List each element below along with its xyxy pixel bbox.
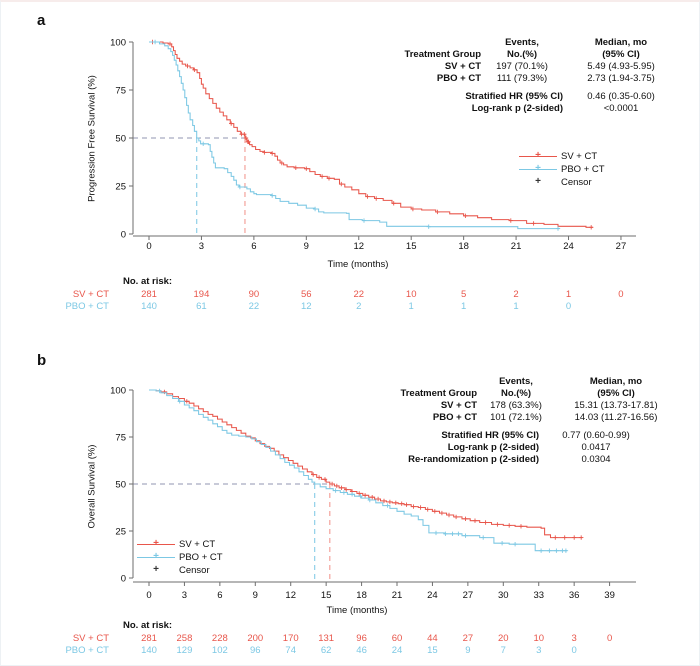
panel-a-y-axis-label: Progression Free Survival (%)	[86, 75, 98, 202]
x-tick-label: 15	[320, 590, 332, 601]
x-tick-label: 6	[217, 590, 223, 601]
sv-median: 15.31 (13.73-17.81)	[574, 400, 658, 411]
risk-count: 44	[427, 633, 438, 644]
risk-count: 27	[462, 633, 474, 644]
y-tick-label: 100	[110, 37, 126, 49]
legend-item-sv: + SV + CT	[519, 150, 605, 163]
stratified-hr-label: Stratified HR (95% CI)	[465, 91, 563, 102]
x-tick-label: 24	[427, 590, 438, 601]
panel-b-label: b	[37, 352, 47, 369]
pbo-median: 2.73 (1.94-3.75)	[587, 73, 655, 84]
risk-count: 1	[565, 289, 572, 300]
x-tick-label: 30	[498, 590, 509, 601]
risk-table-title: No. at risk:	[123, 276, 173, 287]
y-tick-label: 75	[115, 85, 126, 97]
panel-a-annotation	[281, 37, 679, 115]
risk-count: 2	[356, 301, 362, 312]
x-tick-label: 21	[510, 241, 522, 252]
y-tick-label: 100	[110, 385, 126, 397]
panel-a-label: a	[37, 12, 46, 29]
x-tick-label: 18	[356, 590, 367, 601]
x-tick-label: 12	[285, 590, 297, 601]
x-tick-label: 27	[615, 241, 627, 252]
x-tick-label: 39	[604, 590, 615, 601]
legend-item-sv: + SV + CT	[137, 538, 223, 551]
risk-row-label: SV + CT	[72, 633, 109, 644]
risk-count: 74	[285, 645, 297, 656]
risk-count: 2	[513, 289, 519, 300]
sv-median: 5.49 (4.93-5.95)	[587, 61, 655, 72]
risk-count: 281	[141, 289, 157, 300]
y-tick-label: 75	[115, 432, 126, 444]
pbo-censor-tick-icon: +	[153, 551, 159, 562]
risk-count: 140	[141, 645, 157, 656]
risk-count: 102	[211, 645, 228, 656]
sv-events: 178 (63.3%)	[490, 400, 542, 411]
risk-count: 5	[460, 289, 467, 300]
x-tick-label: 27	[462, 590, 474, 601]
events-header-line1: Events,	[505, 37, 539, 48]
rerandomization-value: 0.0304	[581, 454, 611, 465]
pbo-events: 111 (79.3%)	[496, 73, 548, 84]
logrank-value: 0.0417	[581, 442, 611, 453]
panel-b-annotation	[281, 376, 677, 466]
sv-censor-tick-icon: +	[153, 538, 159, 549]
risk-count: 96	[250, 645, 261, 656]
pbo-row-label: PBO + CT	[432, 412, 477, 423]
stratified-hr-label: Stratified HR (95% CI)	[441, 430, 539, 441]
risk-count: 194	[193, 289, 210, 300]
legend-item-censor: + Censor	[519, 176, 605, 189]
panel-b-legend	[137, 538, 223, 577]
censor-swatch	[519, 176, 557, 189]
risk-count: 20	[498, 633, 509, 644]
risk-count: 0	[571, 645, 577, 656]
risk-count: 22	[248, 301, 260, 312]
risk-count: 228	[211, 633, 228, 644]
x-tick-label: 6	[251, 241, 257, 252]
risk-count: 3	[571, 633, 577, 644]
risk-count: 90	[248, 289, 260, 300]
censor-plus-icon: +	[153, 564, 159, 575]
censor-swatch	[137, 564, 175, 577]
risk-table-title: No. at risk:	[123, 620, 173, 631]
logrank-label: Log-rank p (2-sided)	[471, 103, 563, 114]
risk-count: 10	[533, 633, 545, 644]
median-header-line1: Median, mo	[594, 37, 648, 48]
pbo-censor-tick-icon: +	[535, 163, 541, 174]
x-tick-label: 9	[252, 590, 258, 601]
risk-count: 3	[536, 645, 542, 656]
risk-count: 1	[513, 301, 519, 312]
x-tick-label: 24	[563, 241, 574, 252]
risk-row-label: PBO + CT	[65, 301, 109, 312]
y-tick-label: 0	[120, 573, 126, 585]
panel-a-legend	[519, 150, 605, 189]
sv-censor-tick-icon: +	[535, 150, 541, 161]
pbo-median: 14.03 (11.27-16.56)	[574, 412, 658, 423]
risk-count: 24	[391, 645, 403, 656]
legend-item-pbo: + PBO + CT	[137, 551, 223, 564]
sv-row-label: SV + CT	[444, 61, 481, 72]
risk-count: 46	[356, 645, 367, 656]
legend-item-pbo: + PBO + CT	[519, 163, 605, 176]
risk-count: 9	[465, 645, 471, 656]
sv-line-swatch	[519, 150, 557, 163]
x-tick-label: 36	[568, 590, 580, 601]
y-tick-label: 50	[115, 133, 126, 145]
sv-events: 197 (70.1%)	[496, 61, 548, 72]
sv-row-label: SV + CT	[440, 400, 477, 411]
risk-count: 60	[391, 633, 403, 644]
risk-count: 62	[320, 645, 332, 656]
x-tick-label: 3	[181, 590, 188, 601]
panel-a-x-axis-label: Time (months)	[327, 259, 389, 270]
events-header-line2: No.(%)	[500, 388, 532, 399]
panel-b-y-axis-label: Overall Survival (%)	[86, 444, 98, 529]
x-tick-label: 12	[353, 241, 365, 252]
risk-count: 131	[318, 633, 335, 644]
logrank-value: <0.0001	[603, 103, 639, 114]
pbo-row-label: PBO + CT	[436, 73, 481, 84]
median-header-line2: (95% CI)	[602, 49, 640, 60]
risk-count: 129	[176, 645, 193, 656]
risk-count: 1	[460, 301, 467, 312]
x-tick-label: 0	[146, 241, 152, 252]
median-header-line2: (95% CI)	[597, 388, 635, 399]
risk-count: 0	[606, 633, 613, 644]
legend-item-censor: + Censor	[137, 564, 223, 577]
risk-count: 96	[356, 633, 367, 644]
risk-count: 15	[427, 645, 438, 656]
x-tick-label: 9	[303, 241, 309, 252]
stratified-hr-value: 0.46 (0.35-0.60)	[587, 91, 655, 102]
panel-b-x-axis-label: Time (months)	[326, 605, 388, 616]
treatment-group-header: Treatment Group	[404, 49, 481, 60]
stratified-hr-value: 0.77 (0.60-0.99)	[562, 430, 630, 441]
risk-count: 61	[196, 301, 207, 312]
x-tick-label: 21	[391, 590, 403, 601]
risk-count: 0	[618, 289, 624, 300]
censor-plus-icon: +	[535, 176, 541, 187]
logrank-label: Log-rank p (2-sided)	[447, 442, 539, 453]
y-tick-label: 25	[115, 181, 126, 193]
median-header-line1: Median, mo	[589, 376, 643, 387]
risk-row-label: SV + CT	[72, 289, 109, 300]
risk-count: 1	[408, 301, 414, 312]
events-header-line1: Events,	[499, 376, 533, 387]
x-tick-label: 15	[405, 241, 417, 252]
y-tick-label: 25	[115, 526, 126, 538]
risk-row-label: PBO + CT	[65, 645, 109, 656]
risk-count: 7	[500, 645, 506, 656]
risk-count: 140	[141, 301, 157, 312]
events-header-line2: No.(%)	[506, 49, 538, 60]
pbo-events: 101 (72.1%)	[490, 412, 542, 423]
rerandomization-label: Re-randomization p (2-sided)	[408, 454, 539, 465]
risk-count: 10	[405, 289, 417, 300]
risk-count: 56	[301, 289, 312, 300]
risk-count: 258	[176, 633, 193, 644]
y-tick-label: 0	[120, 229, 126, 241]
x-tick-label: 3	[198, 241, 205, 252]
x-tick-label: 0	[146, 590, 152, 601]
risk-count: 170	[282, 633, 299, 644]
y-tick-label: 50	[115, 479, 126, 491]
pbo-line-swatch	[137, 551, 175, 564]
pbo-line-swatch	[519, 163, 557, 176]
treatment-group-header: Treatment Group	[400, 388, 477, 399]
risk-count: 200	[247, 633, 264, 644]
risk-count: 12	[301, 301, 312, 312]
x-tick-label: 33	[533, 590, 545, 601]
sv-line-swatch	[137, 538, 175, 551]
risk-count: 281	[141, 633, 157, 644]
risk-count: 0	[565, 301, 572, 312]
x-tick-label: 18	[458, 241, 469, 252]
risk-count: 22	[353, 289, 365, 300]
